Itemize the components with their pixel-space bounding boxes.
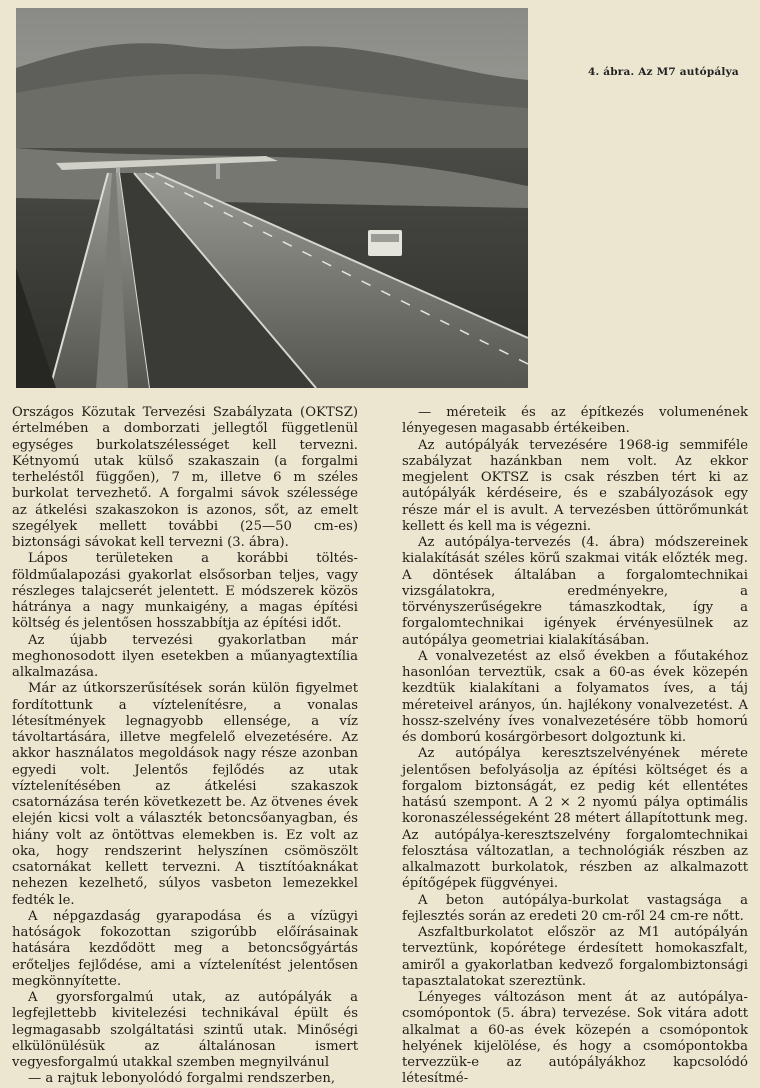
paragraph: A vonalvezetést az első években a főutakéhoz hasonlóan terveztük, csak a 60-as évek közepén kezdtük kialakítani a folyamatos íves, a táj méreteivel arányos, ún. hajlékony vonalvezetést. A hossz-szelvény íves vonalvezetésére több homorú és domború kosárgörbesort dolgoztunk ki. <box>402 648 748 745</box>
paragraph: A gyorsforgalmú utak, az autópályák a legfejlettebb kivitelezési technikával épült és legmagasabb szolgáltatási szintű utak. Minőségi elkülönülésük az általánosan ismert vegyesforgalmú utakkal szemben megnyilvánul <box>12 990 358 1070</box>
left-column <box>12 405 358 1088</box>
paragraph: Már az útkorszerűsítések során külön figyelmet fordítottunk a víztelenítésre, a vonalas létesítmények legnagyobb ellensége, a víz távoltartására, illetve megfelelő elvezetésére. Az akkor használatos megoldások nagy része azonban egyedi volt. Jelentős fejlődés az utak víztelenítésében az átkelési szakaszok csatornázása terén következett be. Az ötvenes évek elején kicsi volt a választék betoncsőanyagban, és hiány volt az öntöttvas elemekben is. Ez volt az oka, hogy rendszerint helyszínen csömöszölt csatornákat kellett tervezni. A tisztítóaknákat nehezen kezelhető, súlyos vasbeton lemezekkel fedték le. <box>12 681 358 908</box>
paragraph: Aszfaltburkolatot először az M1 autópályán terveztünk, kopórétege érdesített homokaszfalt, amiről a gyakorlatban kedvező forgalombiztonsági tapasztalatokat szereztünk. <box>402 925 748 989</box>
paragraph: — méreteik és az építkezés volumenének lényegesen magasabb értékeiben. <box>402 405 748 437</box>
paragraph: Országos Közutak Tervezési Szabályzata (OKTSZ) értelmében a domborzati jellegtől függetlenül egységes burkolatszélességet kell tervezni. Kétnyomú utak külső szakaszain (a forgalmi terheléstől függően), 7 m, illetve 6 m széles burkolat tervezhető. A forgalmi sávok szélessége az átkelési szakaszokon is azonos, sőt, az emelt szegélyek mellett további (25—50 cm-es) biztonsági sávokat kell tervezni (3. ábra). <box>12 405 358 550</box>
paragraph: Az autópályák tervezésére 1968-ig semmiféle szabályzat hazánkban nem volt. Az ekkor megjelent OKTSZ is csak részben tért ki az autópályák kérdéseire, és e szabályozások egy része már el is avult. A tervezésben úttörőmunkát kellett és kell ma is végezni. <box>402 437 748 534</box>
paragraph: Lényeges változáson ment át az autópálya-csomópontok (5. ábra) tervezése. Sok vitára adott alkalmat a 60-as évek közepén a csomópontok helyének kijelölése, és hogy a csomópontokba tervezzük-e az autópályákhoz kapcsolódó létesítmé- <box>402 990 748 1087</box>
paragraph: — a rajtuk lebonyolódó forgalmi rendszerben, <box>28 1071 336 1087</box>
paragraph: Az újabb tervezési gyakorlatban már meghonosodott ilyen esetekben a műanyagtextília alkalmazása. <box>12 632 358 680</box>
paragraph: Lápos területeken a korábbi töltés-földműalapozási gyakorlat elsősorban teljes, vagy részleges talajcserét jelentett. E módszerek közös hátránya a nagy munkaigény, a magas építési költség és jelentősen hosszabbítja az építési időt. <box>12 551 358 632</box>
right-column <box>402 405 748 1088</box>
paragraph: A beton autópálya-burkolat vastagsága a fejlesztés során az eredeti 20 cm-ről 24 cm-re nőtt. <box>402 892 748 924</box>
paragraph: Az autópálya-tervezés (4. ábra) módszereinek kialakítását széles körű szakmai viták előzték meg. A döntések általában a forgalomtechnikai vizsgálatokra, eredményekre, a törvényszerűségekre támaszkodtak, így a forgalomtechnikai igények érvényesülnek az autópálya geometriai kialakításában. <box>402 535 748 648</box>
paragraph: Az autópálya keresztszelvényének mérete jelentősen befolyásolja az építési költséget és a forgalom biztonságát, ez pedig két ellentétes hatású szempont. A 2 × 2 nyomú pálya optimális koronaszélességeként 28 métert állapítottunk meg. Az autópálya-keresztszelvény forgalomtechnikai felosztása változatlan, a technológiák részben az alkalmazott burkolatok, részben az alkalmazott építőgépek függvényei. <box>402 746 748 892</box>
figure-caption: 4. ábra. Az M7 autópálya <box>588 66 739 78</box>
motorway-photo <box>16 8 528 388</box>
paragraph: A népgazdaság gyarapodása és a vízügyi hatóságok fokozottan szigorúbb előírásainak hatására kezdődött meg a betoncsőgyártás erőteljes fejlődése, ami a víztelenítést jelentősen megkönnyítette. <box>12 908 358 989</box>
